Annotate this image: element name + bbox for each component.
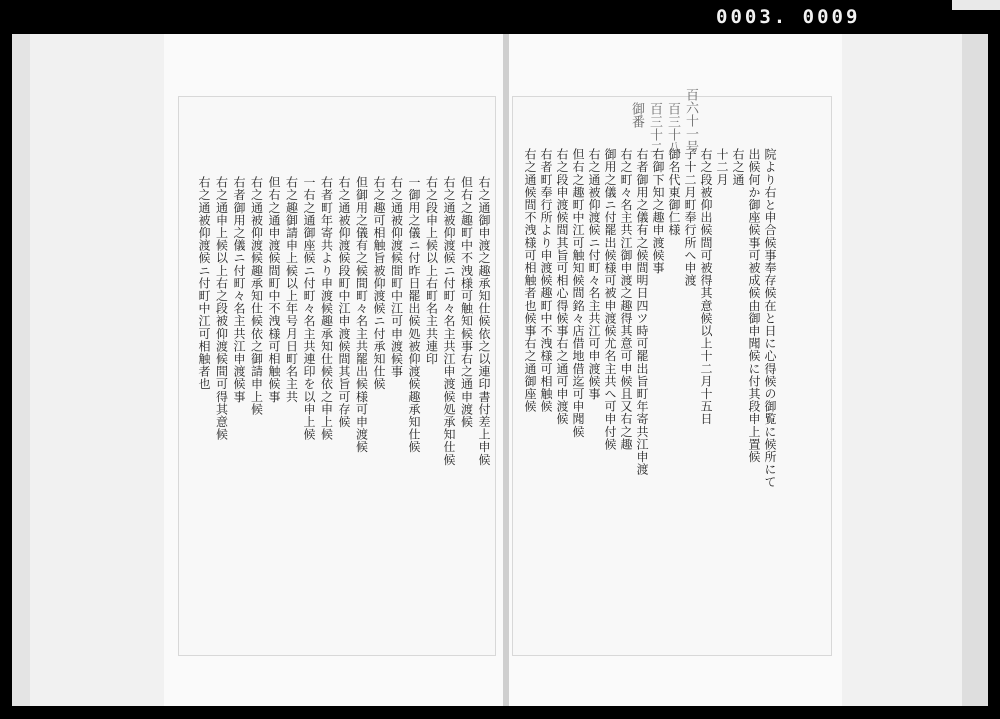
right-page-text-line: 右之町々名主共江御申渡之趣得其意可申候且又右之趣 <box>619 148 633 451</box>
right-margin-strip <box>962 34 988 706</box>
right-page-text-line: 右御下知之趣申渡候事 <box>651 148 665 274</box>
left-page-text-line: 但右之趣町中不洩様可触知候事右之通申渡候 <box>459 176 474 428</box>
film-frame-number: 0003. 0009 <box>716 6 861 28</box>
film-corner-mark <box>952 0 1000 10</box>
right-page-text-line: 子十二月町奉行所へ申渡 <box>683 148 697 287</box>
left-page-text-line: 右之通被仰渡候趣承知仕候依之御請申上候 <box>249 176 264 416</box>
left-page-text-line: 右之通申上候以上右之段被仰渡候間可得其意候 <box>214 176 229 441</box>
catalog-annotation-line: 百三十八 <box>665 102 680 154</box>
left-page-text-line: 但御用之儀有之候間町々名主共罷出候様可申渡候 <box>354 176 369 454</box>
left-page-text-line: 但右之通申渡候間町中不洩様可相触候事 <box>267 176 281 403</box>
right-page-text-line: 右之段被仰出候間可被得其意候以上十二月十五日 <box>699 148 713 426</box>
right-page-text-line: 御用之儀ニ付罷出候様可被申渡候尤名主共へ可申付候 <box>603 148 617 451</box>
left-page-text-line: 右之段申上候以上右町名主共連印 <box>424 176 439 365</box>
right-page-text-line: 十二月 <box>715 148 729 186</box>
document-scan <box>12 34 988 706</box>
right-page-text-line: 出候何か御座候事可被成候由御申聞候に付其段申上置候 <box>747 148 761 463</box>
left-page-text-line: 右之趣可相触旨被仰渡候ニ付承知仕候 <box>372 176 386 391</box>
left-page-text-line: 右之趣御請申上候以上年号月日町名主共 <box>284 176 299 403</box>
right-page-text-line: 右之通被仰渡候ニ付町々名主共江可申渡候事 <box>587 148 601 400</box>
right-page-text-line: 右者町奉行所より申渡候趣町中不洩様可相触候 <box>539 148 553 413</box>
left-margin-strip <box>12 34 30 706</box>
right-page-text-line: 院より右と申合候事奉存候在と日に心得候の御覧に候所にて <box>763 148 777 489</box>
catalog-annotation-line: 百六十一号 <box>683 88 698 153</box>
left-page-text-line: 右者町年寄共より申渡候趣承知仕候依之申上候 <box>319 176 334 441</box>
right-page-text-line: 右者御用之儀有之候間明日四ツ時可罷出旨町年寄共江申渡 <box>635 148 649 476</box>
left-page-text-line: 右之通御申渡之趣承知仕候依之以連印書付差上申候 <box>477 176 491 466</box>
left-page-text-line: 一右之通御座候ニ付町々名主共連印を以申上候 <box>302 176 316 441</box>
left-page-text-line: 右之通被仰渡候間町中江可申渡候事 <box>389 176 404 378</box>
right-page-text-line: 但右之趣町中江可触知候間銘々店借地借迄可申聞候 <box>571 148 585 438</box>
left-page-text-line: 一御用之儀ニ付昨日罷出候処被仰渡候趣承知仕候 <box>407 176 421 454</box>
right-page-text-line: 御名代東御仁様 <box>667 148 681 237</box>
catalog-annotation-line: 百三十二 <box>647 102 662 154</box>
left-page-text-line: 右之通被仰渡候ニ付町中江可相触者也 <box>197 176 211 391</box>
right-page-text-line: 右之通 <box>731 148 745 186</box>
binding-gutter <box>503 34 509 706</box>
left-page-text-line: 右之通被仰渡候ニ付町々名主共江申渡候処承知仕候 <box>442 176 456 466</box>
left-page-text-line: 右者御用之儀ニ付町々名主共江申渡候事 <box>232 176 246 403</box>
left-page-text-line: 右之通被仰渡候段町中江申渡候間其旨可存候 <box>337 176 351 428</box>
catalog-annotation-line: 御番 <box>629 102 644 128</box>
right-page-text-line: 右之通候間不洩様可相触者也候事右之通御座候 <box>523 148 537 413</box>
right-page-text-line: 右之段申渡候間其旨可相心得候事右之通可申渡候 <box>555 148 569 426</box>
